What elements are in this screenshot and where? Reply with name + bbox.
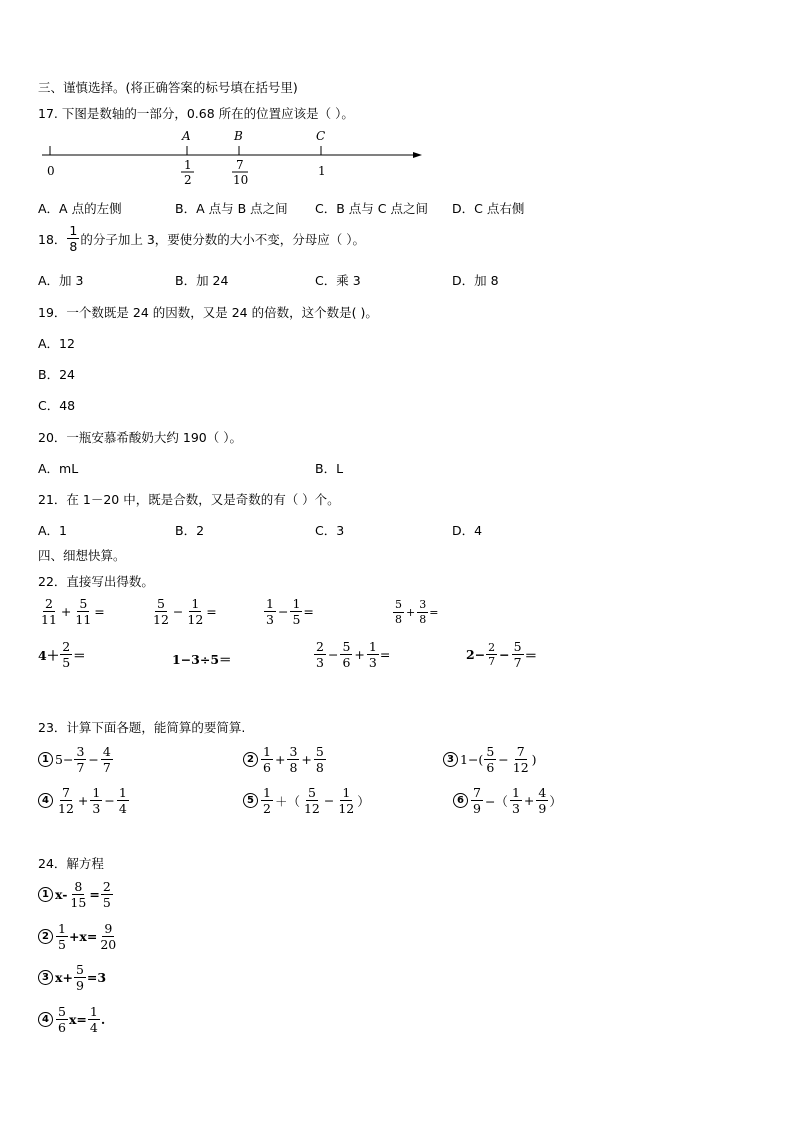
- numerator: 5: [513, 639, 522, 654]
- q22-expr-8: 2− $\frac{2}{7}$ − $\frac{5}{7}$ ＝: [466, 639, 538, 671]
- denominator: 5: [292, 612, 301, 628]
- q24-equation-4: 4 $\frac{5}{6}$ x= $\frac{1}{4}$ .: [38, 1005, 105, 1034]
- numerator: 1: [118, 785, 127, 800]
- numerator: 8: [74, 879, 83, 894]
- denominator: 3: [368, 655, 377, 671]
- q17-option-a: A．A 点的左侧: [38, 201, 122, 216]
- operator: +: [406, 605, 416, 619]
- circled-number: 4: [38, 793, 53, 808]
- denominator: 11: [41, 612, 57, 628]
- fraction: [56, 786, 76, 815]
- numerator: 3: [289, 744, 298, 759]
- operator: ＋（: [274, 793, 300, 809]
- denominator: 3: [92, 801, 101, 817]
- numerator: 1: [263, 785, 271, 800]
- numerator: 5: [75, 962, 84, 977]
- denominator: 7: [102, 760, 111, 776]
- denominator: 3: [266, 612, 274, 628]
- fraction: [264, 597, 276, 626]
- q17-option-d: D．C 点右侧: [452, 201, 525, 216]
- q22-stem: 22．直接写出得数。: [38, 574, 154, 589]
- one-label: 1: [318, 164, 326, 178]
- numerator: 2: [316, 639, 324, 654]
- q18-fraction: [67, 224, 79, 253]
- operator: +: [274, 752, 286, 768]
- fraction: [302, 786, 322, 815]
- circled-number: 2: [243, 752, 258, 767]
- numerator: 1: [89, 1004, 98, 1019]
- fraction: [56, 1005, 68, 1034]
- point-b-label: B: [234, 129, 243, 143]
- denominator: 8: [69, 239, 78, 255]
- fraction: [261, 786, 273, 815]
- numerator: 5: [342, 639, 351, 654]
- fraction: [60, 640, 72, 669]
- numerator: 5: [307, 785, 316, 800]
- fraction: [510, 786, 522, 815]
- operator: −: [88, 752, 99, 768]
- denominator: 6: [58, 1020, 66, 1036]
- denominator: 5: [102, 895, 111, 911]
- q19-option-b: B．24: [38, 367, 75, 382]
- q21-stem: 21．在 1－20 中，既是合数，又是奇数的有（ ）个。: [38, 492, 340, 507]
- denominator: 7: [488, 655, 496, 669]
- fraction: [367, 640, 379, 669]
- fraction: [56, 922, 68, 951]
- denominator: 9: [75, 978, 84, 994]
- q23-stem: 23．计算下面各题，能简算的要简算.: [38, 720, 246, 735]
- denominator: 6: [342, 655, 351, 671]
- operator: −: [499, 647, 510, 663]
- q19-option-a: A．12: [38, 336, 75, 351]
- q21-option-d: D．4: [452, 523, 483, 538]
- numerator: 1: [266, 596, 274, 611]
- fraction: [151, 597, 171, 626]
- operator: −: [323, 793, 335, 809]
- fraction: [290, 597, 302, 626]
- fraction: [68, 880, 88, 909]
- operator: +: [301, 752, 312, 768]
- fraction: [101, 880, 113, 909]
- circled-number: 4: [38, 1012, 53, 1027]
- numerator: 1: [511, 785, 520, 800]
- q24-equation-2: 2 $\frac{1}{5}$ +x= $\frac{9}{20}$: [38, 922, 119, 951]
- fraction: [74, 963, 86, 992]
- numerator: 1: [92, 785, 101, 800]
- fraction: [39, 597, 59, 626]
- numerator: 1: [263, 744, 271, 759]
- fraction: [536, 786, 548, 815]
- q21-option-c: C．3: [315, 523, 345, 538]
- denominator: 8: [419, 612, 427, 626]
- numerator: 5: [486, 744, 495, 759]
- numerator: 3: [419, 598, 427, 611]
- operator: −: [327, 647, 339, 663]
- denominator: 4: [118, 801, 127, 817]
- denominator: 7: [513, 655, 522, 671]
- numerator: 5: [156, 596, 165, 611]
- fraction: [287, 745, 299, 774]
- q18-number: 18．: [38, 231, 67, 247]
- zero-label: 0: [47, 164, 55, 178]
- circled-number: 2: [38, 929, 53, 944]
- q24-equation-3: 3 x+ $\frac{5}{9}$ =3: [38, 963, 106, 992]
- denominator: 3: [511, 801, 520, 817]
- circled-number: 5: [243, 793, 258, 808]
- denominator: 12: [338, 801, 355, 817]
- operator: −: [104, 793, 115, 809]
- q23-problem-5: 5 $\frac{1}{2}$ ＋（ $\frac{5}{12}$ − $\frac{1}{12}$ ）: [243, 786, 370, 815]
- fraction: [417, 599, 428, 625]
- b-frac-den: 10: [233, 173, 249, 187]
- denominator: 2: [263, 801, 271, 817]
- operator: +: [354, 647, 365, 663]
- denominator: 7: [76, 760, 85, 776]
- q21-option-b: B．2: [175, 523, 205, 538]
- point-a-label: A: [182, 129, 191, 143]
- q22-expr-4: $\frac{5}{8}$ + $\frac{3}{8}$ =: [395, 598, 439, 626]
- q18-option-d: D．加 8: [452, 273, 499, 288]
- fraction: [511, 745, 531, 774]
- denominator: 9: [473, 801, 481, 817]
- q23-problem-3: 3 1−( $\frac{5}{6}$ − $\frac{7}{12}$ ): [443, 745, 537, 774]
- numerator: 4: [538, 785, 547, 800]
- fraction: [101, 745, 113, 774]
- fraction: [314, 640, 326, 669]
- q18-option-c: C．乘 3: [315, 273, 361, 288]
- denominator: 5: [62, 655, 71, 671]
- fraction: [340, 640, 352, 669]
- numerator: 1: [368, 639, 377, 654]
- denominator: 15: [70, 895, 87, 911]
- numerator: 5: [79, 596, 88, 611]
- fraction: [484, 745, 496, 774]
- circled-number: 1: [38, 752, 53, 767]
- q22-expr-2: $\frac{5}{12}$ − $\frac{1}{12}$ =: [153, 596, 217, 628]
- numerator: 1: [191, 596, 200, 611]
- operator: −: [498, 752, 509, 768]
- numerator: 7: [516, 744, 525, 759]
- fraction: [471, 786, 483, 815]
- a-frac-den: 2: [184, 173, 192, 187]
- numerator: 1: [58, 921, 66, 936]
- q18-option-a: A．加 3: [38, 273, 84, 288]
- fraction: [512, 640, 524, 669]
- number-line-arrow: [413, 152, 422, 158]
- q19-stem: 19．一个数既是 24 的因数，又是 24 的倍数，这个数是( )。: [38, 305, 378, 320]
- q23-problem-2: [243, 745, 327, 774]
- denominator: 8: [395, 612, 402, 626]
- fraction: [98, 922, 118, 951]
- q22-expr-3: $\frac{1}{3}$ − $\frac{1}{5}$ =: [266, 596, 314, 628]
- q17-stem: 17. 下图是数轴的一部分，0.68 所在的位置应该是（ ）。: [38, 106, 354, 121]
- denominator: 6: [486, 760, 495, 776]
- denominator: 12: [512, 760, 529, 776]
- q18-stem-row: [38, 224, 365, 253]
- fraction: [486, 642, 497, 668]
- q20-option-a: A．mL: [38, 461, 79, 476]
- operator: +: [77, 793, 89, 809]
- denominator: 12: [303, 801, 320, 817]
- numerator: 2: [62, 639, 71, 654]
- denominator: 8: [289, 760, 298, 776]
- numerator: 7: [61, 785, 70, 800]
- numerator: 7: [473, 785, 481, 800]
- denominator: 4: [89, 1020, 98, 1036]
- numerator: 2: [488, 640, 496, 654]
- circled-number: 3: [38, 970, 53, 985]
- section-three-heading: 三、谨慎选择。(将正确答案的标号填在括号里): [38, 80, 298, 95]
- denominator: 5: [58, 937, 66, 953]
- q17-option-b: B．A 点与 B 点之间: [175, 201, 288, 216]
- q20-stem: 20．一瓶安慕希酸奶大约 190（ ）。: [38, 430, 242, 445]
- numerator: 5: [315, 744, 324, 759]
- q17-option-c: C．B 点与 C 点之间: [315, 201, 428, 216]
- operator: +: [60, 604, 72, 620]
- q24-equation-1: 1 x- $\frac{8}{15}$ = $\frac{2}{5}$: [38, 880, 114, 909]
- q23-problem-4: [38, 786, 130, 815]
- operator: −: [172, 604, 184, 620]
- denominator: 9: [538, 801, 547, 817]
- b-frac-num: 7: [236, 158, 244, 172]
- fraction: [73, 597, 93, 626]
- fraction: [336, 786, 356, 815]
- q21-option-a: A．1: [38, 523, 68, 538]
- denominator: 3: [316, 655, 324, 671]
- fraction: [74, 745, 86, 774]
- numerator: 4: [102, 744, 111, 759]
- numerator: 1: [69, 223, 78, 238]
- numerator: 1: [342, 785, 351, 800]
- q24-stem: 24．解方程: [38, 856, 104, 871]
- fraction: [185, 597, 205, 626]
- denominator: 6: [263, 760, 271, 776]
- denominator: 20: [100, 937, 117, 953]
- fraction: [261, 745, 273, 774]
- numerator: 1: [292, 596, 301, 611]
- q19-option-c: C．48: [38, 398, 76, 413]
- operator: −（: [484, 793, 508, 809]
- q18-stem: 的分子加上 3，要使分数的大小不变，分母应（ ）。: [80, 231, 366, 247]
- operator: +: [523, 793, 535, 809]
- denominator: 12: [153, 612, 169, 628]
- section-four-heading: 四、细想快算。: [38, 548, 126, 563]
- q22-expr-6: 1−3÷5＝: [172, 652, 232, 667]
- q17-number-line: [38, 126, 428, 190]
- fraction: [88, 1005, 100, 1034]
- q23-problem-6: 6 $\frac{7}{9}$ −（ $\frac{1}{3}$ + $\frac{4}{9}$ ）: [453, 786, 562, 815]
- denominator: 8: [315, 760, 324, 776]
- numerator: 5: [58, 1004, 66, 1019]
- numerator: 2: [102, 879, 111, 894]
- circled-number: 3: [443, 752, 458, 767]
- denominator: 11: [75, 612, 92, 628]
- q23-problem-1: 1 5− $\frac{3}{7}$ − $\frac{4}{7}$: [38, 745, 114, 774]
- numerator: 5: [395, 598, 402, 611]
- q18-option-b: B．加 24: [175, 273, 229, 288]
- numerator: 3: [76, 744, 85, 759]
- numerator: 2: [44, 596, 53, 611]
- fraction: [393, 599, 404, 625]
- circled-number: 1: [38, 887, 53, 902]
- q20-option-b: B．L: [315, 461, 344, 476]
- fraction: [314, 745, 326, 774]
- circled-number: 6: [453, 793, 468, 808]
- operator: −: [277, 604, 289, 620]
- numerator: 9: [104, 921, 113, 936]
- point-c-label: C: [316, 129, 326, 143]
- a-frac-num: 1: [184, 158, 192, 172]
- denominator: 12: [187, 612, 204, 628]
- fraction: [117, 786, 129, 815]
- q22-expr-7: $\frac{2}{3}$ − $\frac{5}{6}$ + $\frac{1}{3}$ =: [316, 639, 391, 671]
- fraction: [90, 786, 102, 815]
- denominator: 12: [58, 801, 74, 817]
- q22-expr-5: 4＋ $\frac{2}{5}$ ＝: [38, 639, 86, 671]
- q22-expr-1: $\frac{2}{11}$ + $\frac{5}{11}$ =: [41, 596, 105, 628]
